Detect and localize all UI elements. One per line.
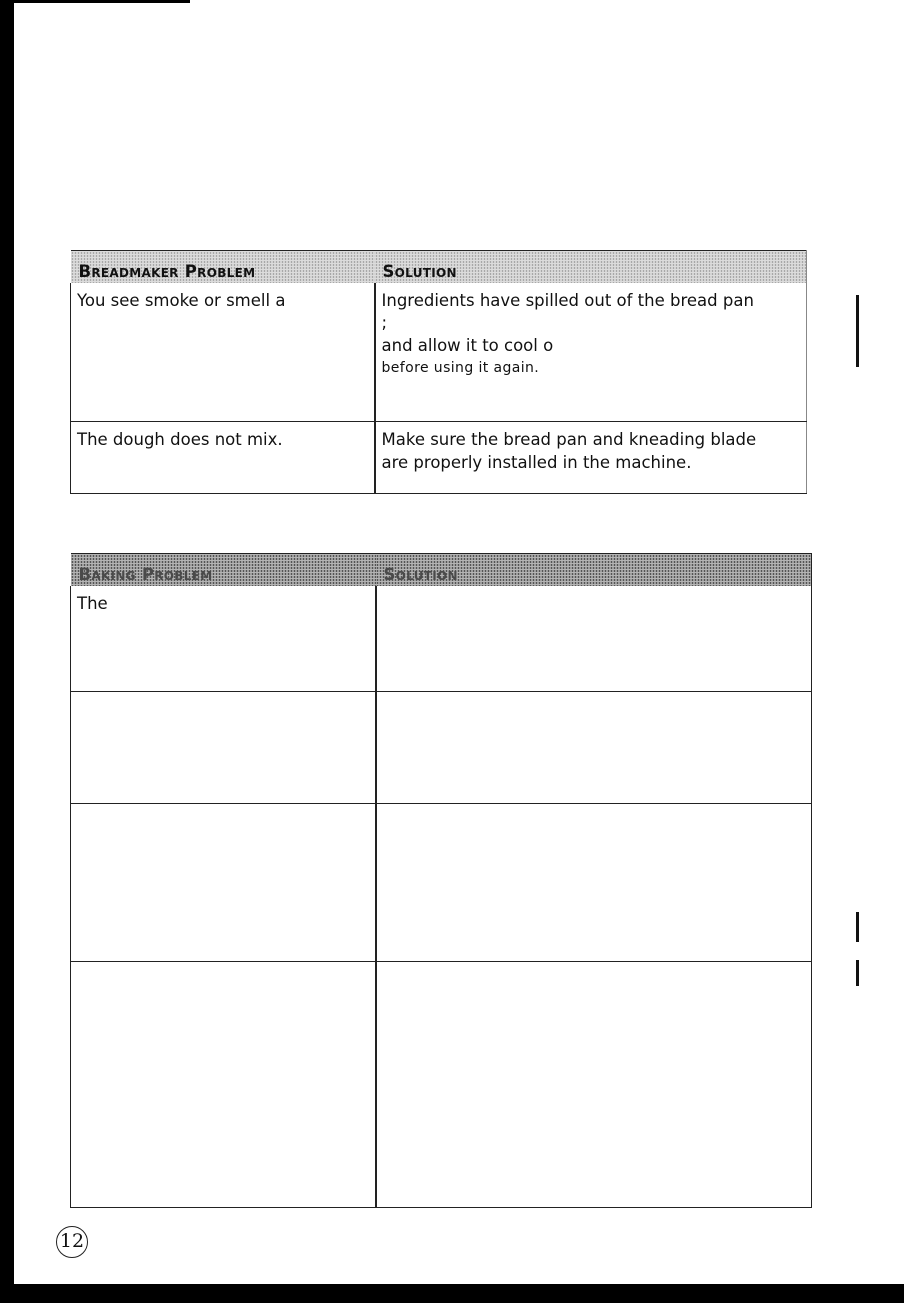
scan-edge-left <box>0 0 14 1303</box>
table-row <box>71 804 812 962</box>
solution-line: are properly installed in the machine. <box>381 453 692 472</box>
solution-line: ; <box>381 312 388 332</box>
problem-cell <box>71 962 376 1208</box>
table-header-row <box>71 554 812 586</box>
table-row <box>71 586 812 692</box>
scan-mark <box>856 960 859 986</box>
solution-cell <box>376 962 812 1208</box>
problem-cell: The dough does not mix. <box>71 422 375 494</box>
solution-line: before using it again. <box>381 359 540 376</box>
solution-line: and allow it to cool o <box>381 335 554 355</box>
breadmaker-problem-table <box>70 250 807 494</box>
solution-column-header: Solution <box>375 251 807 283</box>
table-row <box>71 422 807 494</box>
solution-column-header: Solution <box>376 554 812 586</box>
problem-column-header: Breadmaker Problem <box>71 251 375 283</box>
solution-cell <box>376 586 812 692</box>
solution-line: Make sure the bread pan and kneading blade <box>381 430 757 449</box>
table-row <box>71 962 812 1208</box>
solution-cell <box>375 422 807 494</box>
table-row <box>71 283 807 422</box>
page-number: 12 <box>56 1226 88 1258</box>
solution-line: Ingredients have spilled out of the bread pan <box>381 290 754 310</box>
problem-column-header: Baking Problem <box>71 554 376 586</box>
problem-cell <box>71 692 376 804</box>
baking-problem-table <box>70 553 812 1208</box>
scan-mark <box>856 295 859 367</box>
table-header-row <box>71 251 807 283</box>
problem-cell: You see smoke or smell a <box>71 283 375 422</box>
scan-edge-bottom <box>0 1284 904 1303</box>
solution-cell <box>376 692 812 804</box>
scan-edge-top <box>0 0 190 3</box>
scan-mark <box>856 912 859 942</box>
solution-cell <box>375 283 807 422</box>
problem-cell: The <box>71 586 376 692</box>
table-row <box>71 692 812 804</box>
solution-cell <box>376 804 812 962</box>
problem-cell <box>71 804 376 962</box>
